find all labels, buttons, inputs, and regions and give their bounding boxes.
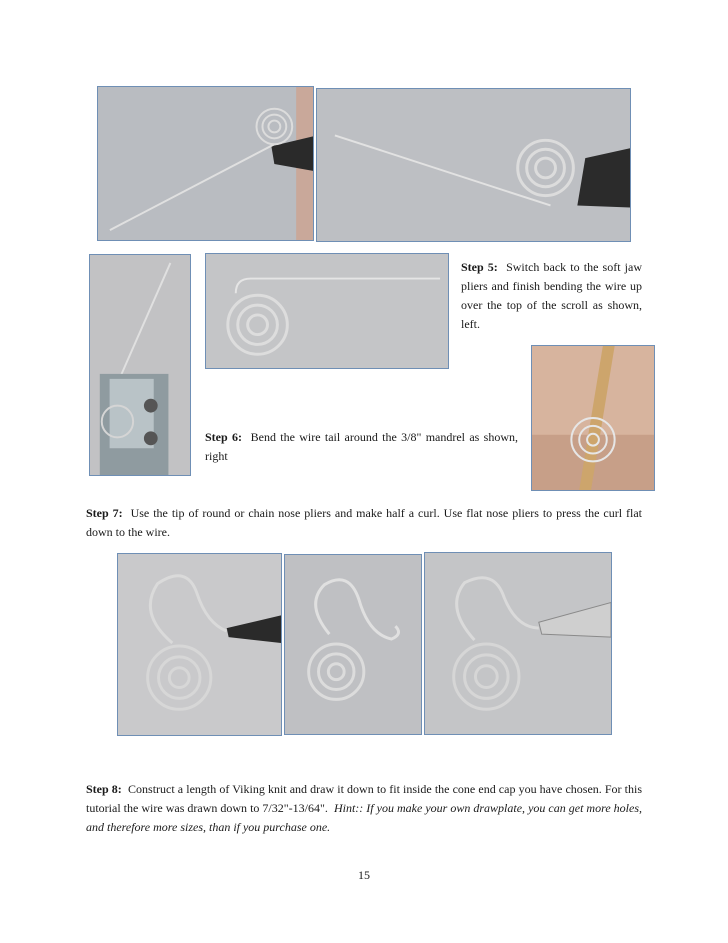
photo-step4-image: [98, 87, 313, 240]
step6-label: Step 6:: [205, 430, 242, 444]
step8-paragraph: [86, 780, 642, 837]
step5-label: Step 5:: [461, 260, 498, 274]
photo-step5-image: [90, 255, 190, 475]
step6-text: Bend the wire tail around the 3/8" mandrel as shown, right: [205, 430, 518, 463]
step7-text: Use the tip of round or chain nose pliers and make half a curl. Use flat nose pliers to press the curl flat down to the wire.: [86, 506, 643, 539]
photo-step5-finished-scroll: [205, 253, 449, 369]
step8-text: Construct a length of Viking knit and draw it down to fit inside the cone end cap you have chosen. For this tutorial the wire was drawn down to 7/32"-13/64".: [86, 782, 642, 815]
step8-hint: Hint:: If you make your own drawplate, you can get more holes, and therefore more sizes, than if you purchase one.: [86, 801, 643, 834]
step6-paragraph: [205, 428, 518, 466]
photo-step7c-image: [425, 553, 611, 734]
photo-step5-soft-jaw-pliers: [89, 254, 191, 476]
photo-step4b-image: [317, 89, 630, 241]
step5-paragraph: [461, 258, 642, 334]
step7-label: Step 7:: [86, 506, 123, 520]
step7-paragraph: [86, 504, 642, 542]
step8-label: Step 8:: [86, 782, 122, 796]
photo-step7-flat-nose-press: [424, 552, 612, 735]
photo-step4-wire-bent: [316, 88, 631, 242]
step5-text: Switch back to the soft jaw pliers and finish bending the wire up over the top of the scroll as shown, left.: [461, 260, 643, 331]
photo-step6-mandrel: [531, 345, 655, 491]
photo-step6-image: [532, 346, 654, 490]
photo-step5b-image: [206, 254, 448, 368]
photo-step4-spiral-pliers: [97, 86, 314, 241]
photo-step7b-image: [285, 555, 421, 734]
photo-step7-half-curl: [284, 554, 422, 735]
photo-step7-round-nose-curl: [117, 553, 282, 736]
photo-step7a-image: [118, 554, 281, 735]
page-number: 15: [358, 868, 370, 882]
